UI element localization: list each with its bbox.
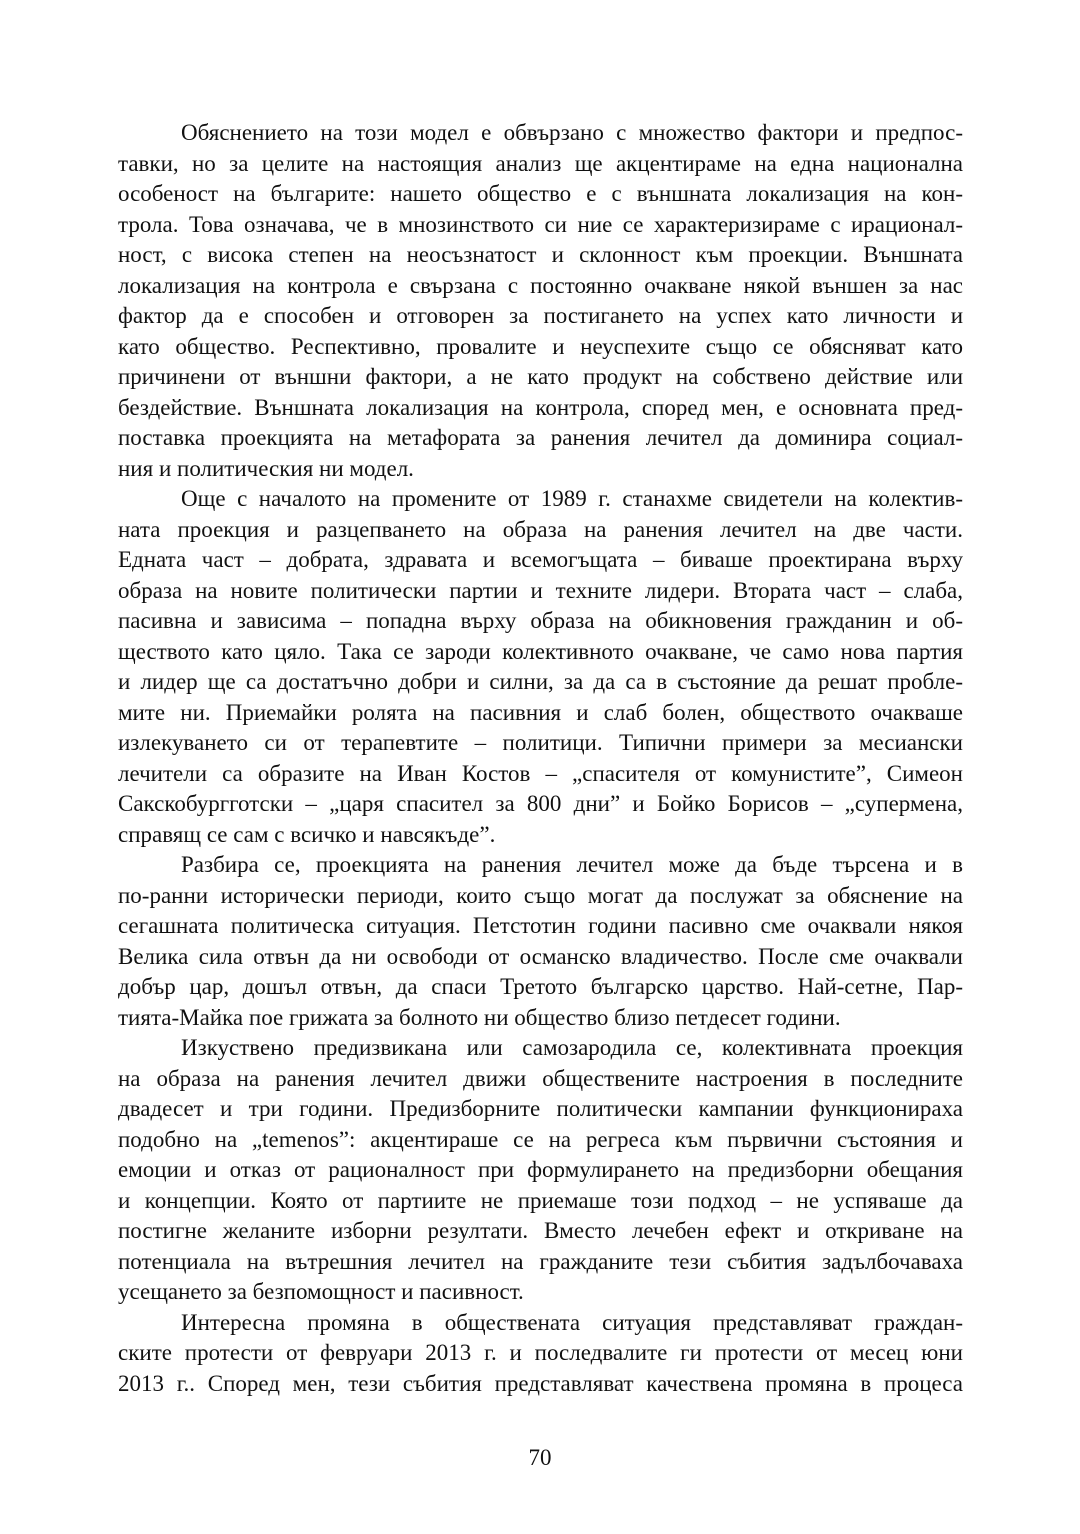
paragraph-1 xyxy=(118,118,963,484)
text-line: емоции и отказ от рационалност при формулирането на предизборни обещания xyxy=(118,1157,963,1182)
text-line: Интересна промяна в обществената ситуация представляват граждан- xyxy=(181,1309,963,1335)
text-line: по-ранни исторически периоди, които също могат да послужат за обяснение на xyxy=(118,882,963,908)
paragraph-5 xyxy=(118,1308,963,1400)
text-line: двадесет и три години. Предизборните политически кампании функционираха xyxy=(118,1096,963,1121)
text-line: ските протести от февруари 2013 г. и последвалите ги протести от месец юни xyxy=(118,1340,963,1365)
text-line: трола. Това означава, че в мнозинството си ние се характеризираме с ирационал- xyxy=(118,211,963,237)
text-line: Обяснението на този модел е обвързано с множество фактори и предпос- xyxy=(181,120,963,145)
page-number: 70 xyxy=(528,1445,552,1470)
text-line: ност, с висока степен на неосъзнатост и склонност към проекции. Външната xyxy=(118,242,963,267)
text-line: поставка проекцията на метафората за ранения лечител да доминира социал- xyxy=(118,425,963,450)
paragraph-3 xyxy=(118,850,963,1033)
text-line: бездействие. Външната локализация на контрола, според мен, е основната пред- xyxy=(118,394,963,420)
text-line: постигне желаните изборни резултати. Вместо лечебен ефект и откриване на xyxy=(118,1218,963,1243)
text-line: тавки, но за целите на настоящия анализ ще акцентираме на една национална xyxy=(118,150,963,176)
text-line: тията-Майка пое грижата за болното ни общество близо петдесет години. xyxy=(118,1004,841,1030)
text-line: мите ни. Приемайки ролята на пасивния и слаб болен, обществото очакваше xyxy=(118,699,963,725)
text-line: 2013 г.. Според мен, тези събития представляват качествена промяна в процеса xyxy=(118,1370,963,1396)
text-line: справящ се сам с всичко и навсякъде”. xyxy=(118,821,496,847)
text-line: фактор да е способен и отговорен за постигането на успех като личности и xyxy=(118,303,963,328)
text-line: лечители са образите на Иван Костов – „спасителя от комунистите”, Симеон xyxy=(118,760,963,786)
text-line: потенциала на вътрешния лечител на гражданите тези събития задълбочаваха xyxy=(118,1248,963,1274)
text-line: и лидер ще са достатъчно добри и силни, за да са в състояние да решат пробле- xyxy=(118,669,963,694)
text-line: ществото като цяло. Така се зароди колективното очакване, че само нова партия xyxy=(118,638,963,664)
text-line: добър цар, дошъл отвън, да спаси Третото българско царство. Най-сетне, Пар- xyxy=(118,974,963,999)
text-line: пасивна и зависима – попадна върху образа на обикновения гражданин и об- xyxy=(118,608,963,633)
text-line: локализация на контрола е свързана с постоянно очакване някой външен за нас xyxy=(118,272,963,298)
paragraph-4 xyxy=(118,1033,963,1308)
text-line: Разбира се, проекцията на ранения лечител може да бъде търсена и в xyxy=(181,852,963,877)
text-line: образа на новите политически партии и техните лидери. Втората част – слаба, xyxy=(118,577,963,603)
text-line: Едната част – добрата, здравата и всемогъщата – биваше проектирана върху xyxy=(118,547,963,572)
text-line: Велика сила отвън да ни освободи от османско владичество. После сме очаквали xyxy=(118,943,963,969)
text-line: усещането за безпомощност и пасивност. xyxy=(118,1279,524,1304)
text-line: сегашната политическа ситуация. Петстотин години пасивно сме очаквали някоя xyxy=(118,913,963,938)
text-line: особеност на българите: нашето общество е с външната локализация на кон- xyxy=(118,181,963,206)
text-line: ната проекция и разцепването на образа на ранения лечител на две части. xyxy=(118,516,963,542)
text-line: причинени от външни фактори, а не като продукт на собствено действие или xyxy=(118,364,963,389)
text-line: излекуването си от терапевтите – политици. Типични примери за месиански xyxy=(118,730,963,755)
body-text xyxy=(118,118,963,1399)
text-line: Изкуствено предизвикана или самозародила се, колективната проекция xyxy=(181,1035,963,1060)
text-line: като общество. Респективно, провалите и неуспехите също се обясняват като xyxy=(118,333,963,359)
text-line: ния и политическия ни модел. xyxy=(118,455,414,481)
text-line: Сакскобургготски – „царя спасител за 800 дни” и Бойко Борисов – „супермена, xyxy=(118,791,963,816)
paragraph-2 xyxy=(118,484,963,850)
text-line: и концепции. Която от партиите не приемаше този подход – не успяваше да xyxy=(118,1187,963,1213)
text-line: подобно на „temenos”: акцентираше се на регреса към първични състояния и xyxy=(118,1126,963,1152)
text-line: Още с началото на промените от 1989 г. станахме свидетели на колектив- xyxy=(181,486,963,511)
text-line: на образа на ранения лечител движи обществените настроения в последните xyxy=(118,1065,963,1091)
